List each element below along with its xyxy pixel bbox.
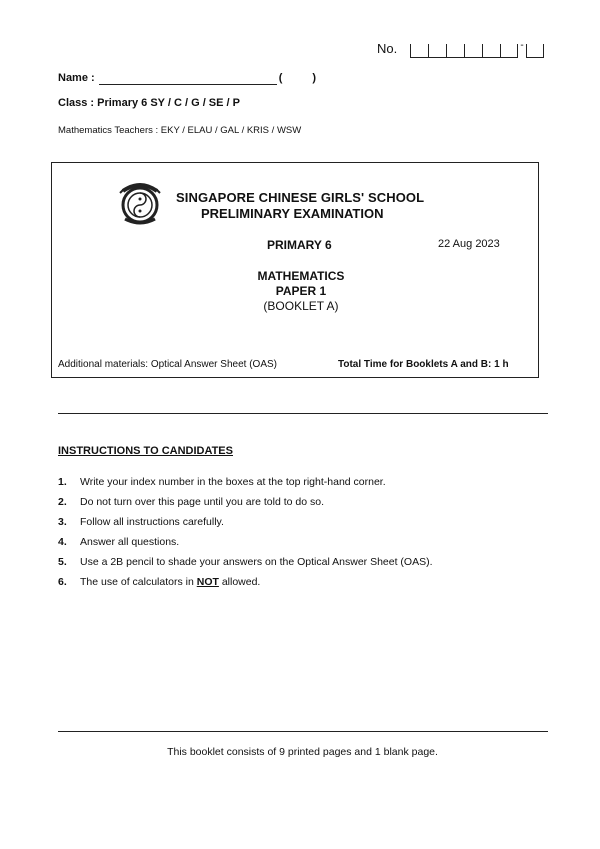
- instruction-text: Follow all instructions carefully.: [80, 516, 224, 528]
- additional-materials: Additional materials: Optical Answer Sheet (OAS): [58, 359, 277, 370]
- divider: [58, 731, 548, 732]
- instruction-text-part: The use of calculators in: [80, 576, 197, 588]
- instruction-item: [58, 576, 433, 596]
- index-box[interactable]: [464, 44, 482, 58]
- index-separator: -: [520, 40, 524, 51]
- instruction-keyword: NOT: [196, 576, 219, 588]
- instruction-item: [58, 536, 433, 556]
- school-crest-icon: [115, 177, 165, 227]
- index-box[interactable]: [526, 44, 544, 58]
- divider: [58, 413, 548, 414]
- booklet-name: (BOOKLET A): [263, 299, 339, 313]
- name-row: [58, 72, 316, 85]
- register-number-close: ): [312, 72, 317, 84]
- instruction-item: [58, 496, 433, 516]
- instruction-item: [58, 556, 433, 576]
- instruction-text: Write your index number in the boxes at the top right-hand corner.: [80, 476, 386, 488]
- exam-date: 22 Aug 2023: [438, 238, 500, 250]
- register-number-field[interactable]: [282, 72, 310, 84]
- instructions-list: [58, 476, 433, 596]
- paper-name: PAPER 1: [275, 284, 327, 298]
- instruction-text: Answer all questions.: [80, 536, 180, 548]
- name-field[interactable]: [99, 72, 277, 85]
- index-box[interactable]: [482, 44, 500, 58]
- register-number-open: (: [278, 72, 283, 84]
- index-number-label: No.: [377, 41, 398, 56]
- instruction-number: 5.: [58, 556, 67, 568]
- subject-name: MATHEMATICS: [257, 269, 345, 283]
- page-count-note: This booklet consists of 9 printed pages and 1 blank page.: [167, 746, 438, 758]
- instruction-text: [80, 576, 260, 596]
- index-box[interactable]: [446, 44, 464, 58]
- class-label: Class : Primary 6 SY / C / G / SE / P: [58, 97, 240, 109]
- exam-name: PRELIMINARY EXAMINATION: [201, 206, 384, 221]
- total-time: Total Time for Booklets A and B: 1 h: [338, 359, 509, 370]
- instruction-number: 4.: [58, 536, 67, 548]
- name-label: Name :: [58, 72, 95, 84]
- instruction-number: 1.: [58, 476, 67, 488]
- school-name: SINGAPORE CHINESE GIRLS' SCHOOL: [176, 190, 425, 205]
- instruction-number: 6.: [58, 576, 67, 588]
- instruction-text: Use a 2B pencil to shade your answers on the Optical Answer Sheet (OAS).: [80, 556, 433, 568]
- instructions-title: INSTRUCTIONS TO CANDIDATES: [58, 445, 233, 457]
- level-label: PRIMARY 6: [267, 238, 332, 252]
- instruction-number: 3.: [58, 516, 67, 528]
- instruction-number: 2.: [58, 496, 67, 508]
- index-box[interactable]: [428, 44, 446, 58]
- index-box[interactable]: [410, 44, 428, 58]
- instruction-text-part: allowed.: [218, 576, 261, 588]
- teachers-label: Mathematics Teachers : EKY / ELAU / GAL / KRIS / WSW: [58, 125, 302, 136]
- instruction-item: [58, 476, 433, 496]
- index-box[interactable]: [500, 44, 518, 58]
- index-number-boxes[interactable]: [410, 40, 544, 58]
- instruction-text: Do not turn over this page until you are told to do so.: [80, 496, 324, 508]
- instruction-item: [58, 516, 433, 536]
- subject-block: [250, 269, 352, 299]
